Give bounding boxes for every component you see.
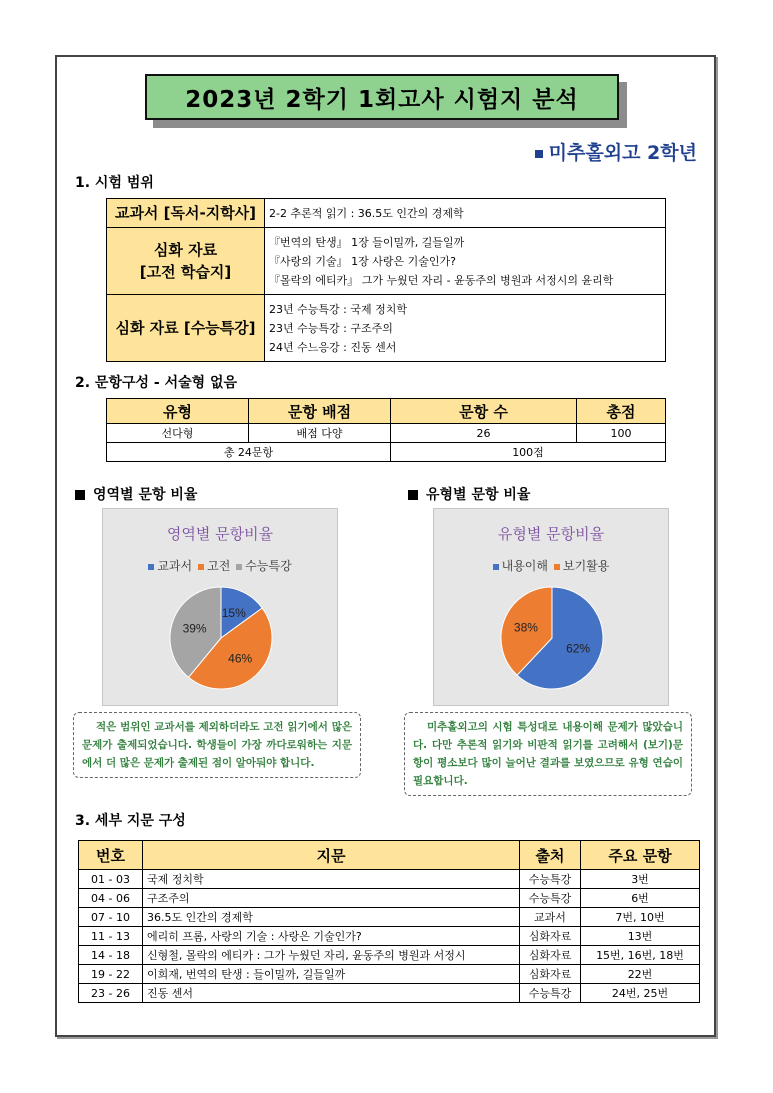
scope-content: 『번역의 탄생』 1장 들이밀까, 길들일까 『사랑의 기술』 1장 사랑은 기술인가? 『몰락의 에티카』 그가 누웠던 자리 - 윤동주의 병원과 서정시의 윤리학 — [265, 228, 666, 295]
scope-label: 교과서 [독서-지학사] — [107, 199, 265, 228]
exam-scope-table — [106, 198, 666, 362]
scope-label: 심화 자료 [고전 학습지] — [107, 228, 265, 295]
source: 수능특강 — [520, 889, 581, 908]
key-questions: 7번, 10번 — [581, 908, 700, 927]
column-header: 문항 수 — [391, 399, 577, 424]
table-row — [79, 927, 700, 946]
pie-label-0: 15% — [221, 606, 246, 621]
type-pie-chart — [433, 508, 669, 706]
scope-label: 심화 자료 [수능특강] — [107, 295, 265, 362]
legend-item: 수능특강 — [236, 559, 291, 573]
passage-title: 신형철, 몰락의 에티카 : 그가 누웠던 자리, 윤동주의 병원과 서정시 — [143, 946, 520, 965]
area-pie-chart — [102, 508, 338, 706]
pie-label-2: 39% — [182, 621, 207, 636]
table-row — [107, 443, 666, 462]
legend-item: 교과서 — [148, 559, 192, 573]
row-number: 01 - 03 — [79, 870, 143, 889]
square-bullet-icon — [75, 490, 85, 500]
table-row — [79, 984, 700, 1003]
passage-table — [78, 840, 700, 1003]
column-header: 지문 — [143, 841, 520, 870]
scope-content: 2-2 추론적 읽기 : 36.5도 인간의 경제학 — [265, 199, 666, 228]
pie-svg — [103, 509, 339, 707]
row-number: 07 - 10 — [79, 908, 143, 927]
square-bullet-icon — [535, 150, 543, 158]
passage-title: 진동 센서 — [143, 984, 520, 1003]
column-header: 총점 — [577, 399, 666, 424]
cell: 선다형 — [107, 424, 249, 443]
pie-label-0: 62% — [566, 641, 591, 656]
passage-title: 국제 정치학 — [143, 870, 520, 889]
source: 심화자료 — [520, 946, 581, 965]
column-header: 출처 — [520, 841, 581, 870]
area-note: 적은 범위인 교과서를 제외하더라도 고전 읽기에서 많은 문제가 출제되었습니다. 학생들이 가장 까다로워하는 지문에서 더 많은 문제가 출제된 점이 알아둬야 합니다. — [73, 712, 361, 778]
table-row — [107, 199, 666, 228]
total-questions: 총 24문항 — [107, 443, 391, 462]
square-bullet-icon — [408, 490, 418, 500]
key-questions: 3번 — [581, 870, 700, 889]
row-number: 19 - 22 — [79, 965, 143, 984]
column-header: 유형 — [107, 399, 249, 424]
key-questions: 22번 — [581, 965, 700, 984]
table-row — [107, 295, 666, 362]
source: 심화자료 — [520, 927, 581, 946]
section3-heading: 3. 세부 지문 구성 — [75, 813, 186, 829]
table-row — [79, 946, 700, 965]
scope-content: 23년 수능특강 : 국제 정치학 23년 수능특강 : 구조주의 24년 수느응강 : 진동 센서 — [265, 295, 666, 362]
legend-item: 내용이해 — [493, 559, 548, 573]
legend-item: 보기활용 — [554, 559, 609, 573]
type-ratio-heading: 유형별 문항 비율 — [408, 484, 530, 504]
pie-label-1: 38% — [513, 620, 538, 635]
row-number: 11 - 13 — [79, 927, 143, 946]
table-header-row — [107, 399, 666, 424]
key-questions: 15번, 16번, 18번 — [581, 946, 700, 965]
section1-heading: 1. 시험 범위 — [75, 175, 154, 191]
passage-title: 36.5도 인간의 경제학 — [143, 908, 520, 927]
type-note: 미추홀외고의 시험 특성대로 내용이해 문제가 많았습니다. 다만 추론적 읽기와 비판적 읽기를 고려해서 (보기)문항이 평소보다 많이 늘어난 결과를 보였으므로 유형 연습이 필요합니다. — [404, 712, 692, 796]
pie-svg — [434, 509, 670, 707]
passage-title: 에리히 프롬, 사랑의 기술 : 사랑은 기술인가? — [143, 927, 520, 946]
cell: 배점 다양 — [249, 424, 391, 443]
row-number: 23 - 26 — [79, 984, 143, 1003]
page-title: 2023년 2학기 1회고사 시험지 분석 — [145, 74, 619, 120]
area-ratio-heading: 영역별 문항 비율 — [75, 484, 197, 504]
pie-label-1: 46% — [228, 651, 253, 666]
row-number: 14 - 18 — [79, 946, 143, 965]
cell: 100 — [577, 424, 666, 443]
source: 교과서 — [520, 908, 581, 927]
passage-title: 구조주의 — [143, 889, 520, 908]
source: 심화자료 — [520, 965, 581, 984]
row-number: 04 - 06 — [79, 889, 143, 908]
school-label: 미추홀외고 2학년 — [535, 138, 697, 165]
chart-title: 유형별 문항비율 — [497, 525, 605, 543]
passage-title: 이희재, 번역의 탄생 : 들이밀까, 길들일까 — [143, 965, 520, 984]
key-questions: 13번 — [581, 927, 700, 946]
source: 수능특강 — [520, 984, 581, 1003]
column-header: 번호 — [79, 841, 143, 870]
table-row — [79, 965, 700, 984]
question-composition-table — [106, 398, 666, 462]
source: 수능특강 — [520, 870, 581, 889]
table-row — [107, 424, 666, 443]
table-row — [107, 228, 666, 295]
table-row — [79, 908, 700, 927]
key-questions: 24번, 25번 — [581, 984, 700, 1003]
total-score: 100점 — [391, 443, 666, 462]
key-questions: 6번 — [581, 889, 700, 908]
chart-title: 영역별 문항비율 — [166, 525, 274, 543]
cell: 26 — [391, 424, 577, 443]
section2-heading: 2. 문항구성 - 서술형 없음 — [75, 375, 238, 391]
column-header: 주요 문항 — [581, 841, 700, 870]
legend-item: 고전 — [198, 559, 230, 573]
table-row — [79, 870, 700, 889]
column-header: 문항 배점 — [249, 399, 391, 424]
table-row — [79, 889, 700, 908]
table-header-row — [79, 841, 700, 870]
